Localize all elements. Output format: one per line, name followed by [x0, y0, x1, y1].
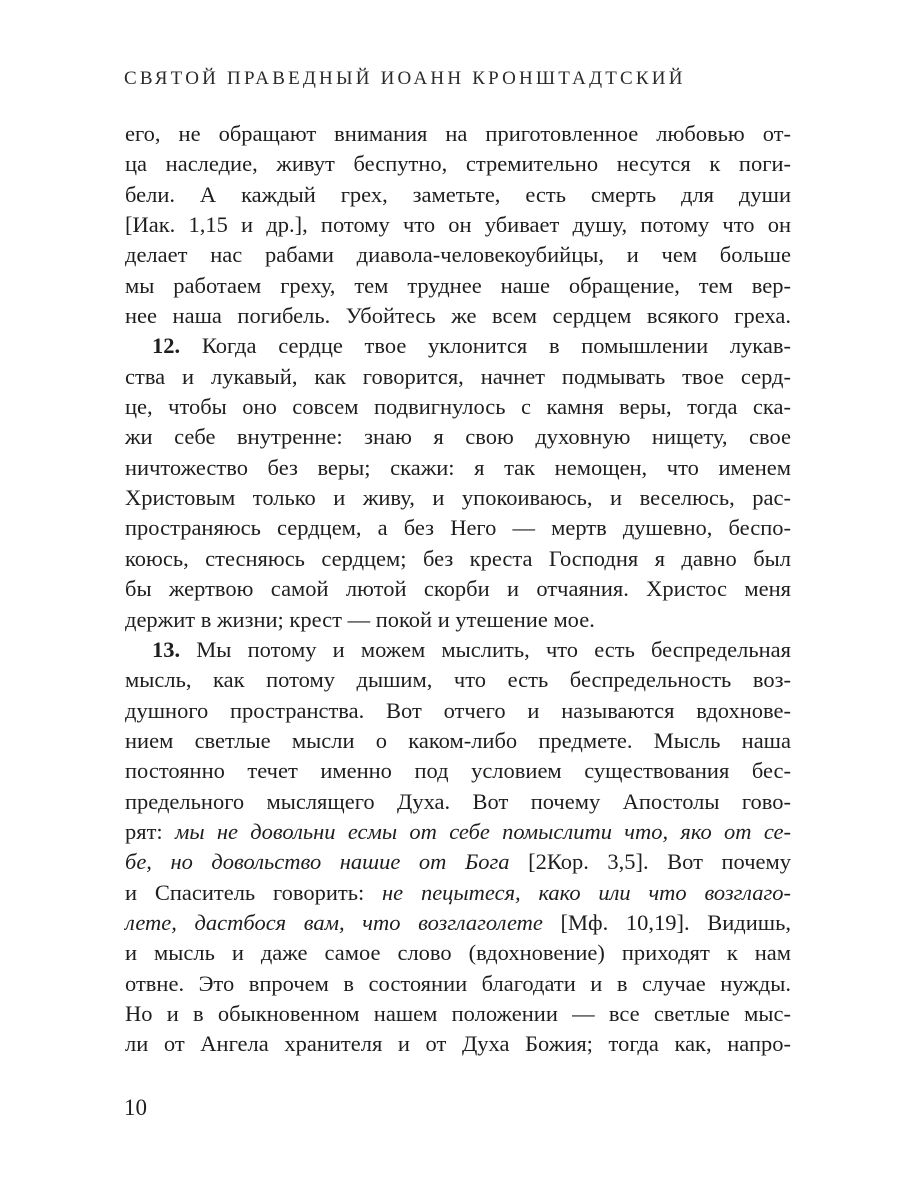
text-segment: Мы потому и можем мыслить, что есть беспредельная: [180, 636, 791, 662]
text-line: [125, 847, 791, 877]
text-line: [125, 210, 791, 240]
text-segment: пространяюсь сердцем, а без Него — мертв душевно, беспо-: [125, 515, 791, 541]
text-segment: предельного мыслящего Духа. Вот почему Апостолы гово-: [125, 788, 791, 814]
text-line: [125, 513, 791, 543]
text-segment: держит в жизни; крест — покой и утешение мое.: [125, 606, 595, 632]
text-segment: ничтожество без веры; скажи: я так немощен, что именем: [125, 454, 791, 480]
text-line: [125, 149, 791, 179]
text-segment: коюсь, стесняюсь сердцем; без креста Господня я давно был: [125, 545, 791, 571]
text-line: [125, 331, 791, 361]
text-line: [125, 817, 791, 847]
paragraph-number: 12.: [152, 333, 181, 359]
text-line: [125, 1029, 791, 1059]
text-segment: Христовым только и живу, и упокоиваюсь, и веселюсь, рас-: [125, 485, 791, 511]
text-line: [125, 422, 791, 452]
text-segment: ства и лукавый, как говорится, начнет подмывать твое серд-: [125, 363, 791, 389]
text-segment: [Мф. 10,19]. Видишь,: [542, 909, 791, 935]
text-segment: делает нас рабами диавола-человекоубийцы, и чем больше: [125, 242, 791, 268]
body-text: [125, 119, 791, 1060]
text-segment: душного пространства. Вот отчего и называются вдохнове-: [125, 697, 791, 723]
scripture-quote: не пецытеся, како или что возглаго-: [382, 879, 791, 905]
text-segment: рят:: [125, 818, 175, 844]
text-line: [125, 483, 791, 513]
text-segment: Когда сердце твое уклонится в помышлении лукав-: [180, 333, 791, 359]
text-segment: мы работаем греху, тем труднее наше обращение, тем вер-: [125, 272, 791, 298]
text-line: [125, 999, 791, 1029]
text-segment: бы жертвою самой лютой скорби и отчаяния. Христос меня: [125, 576, 791, 602]
text-segment: и Спаситель говорить:: [125, 879, 383, 905]
text-line: [125, 756, 791, 786]
text-segment: нее наша погибель. Убойтесь же всем сердцем всякого греха.: [125, 303, 791, 329]
text-segment: ца наследие, живут беспутно, стремительно несутся к поги-: [125, 151, 791, 177]
text-line: [125, 726, 791, 756]
scripture-quote: мы не довольни есмы от себе помыслити что, яко от се-: [174, 818, 791, 844]
text-line: [125, 574, 791, 604]
text-segment: его, не обращают внимания на приготовленное любовью от-: [125, 121, 791, 146]
text-segment: ли от Ангела хранителя и от Духа Божия; тогда как, напро-: [125, 1031, 791, 1057]
text-line: [125, 938, 791, 968]
text-line: [125, 544, 791, 574]
text-line: [125, 392, 791, 422]
page-number: 10: [124, 1095, 147, 1120]
text-line: [125, 180, 791, 210]
text-segment: це, чтобы оно совсем подвигнулось с камня веры, тогда ска-: [125, 394, 791, 420]
text-line: [125, 362, 791, 392]
text-line: [125, 605, 791, 635]
text-segment: Но и в обыкновенном нашем положении — все светлые мыс-: [125, 1000, 791, 1026]
text-line: [125, 665, 791, 695]
text-line: [125, 240, 791, 270]
running-head: СВЯТОЙ ПРАВЕДНЫЙ ИОАНН КРОНШТАДТСКИЙ: [124, 68, 686, 89]
text-segment: жи себе внутренне: знаю я свою духовную нищету, свое: [125, 424, 791, 450]
text-segment: [2Кор. 3,5]. Вот почему: [509, 849, 791, 875]
text-line: [125, 635, 791, 665]
text-line: [125, 271, 791, 301]
text-line: [125, 119, 791, 149]
text-line: [125, 301, 791, 331]
text-line: [125, 696, 791, 726]
text-segment: бели. А каждый грех, заметьте, есть смерть для души: [125, 181, 791, 207]
scripture-quote: лете, дастбося вам, что возглаголете: [125, 909, 543, 935]
text-line: [125, 969, 791, 999]
text-line: [125, 787, 791, 817]
text-segment: и мысль и даже самое слово (вдохновение) приходят к нам: [125, 940, 791, 966]
scripture-quote: бе, но довольство нашие от Бога: [125, 849, 510, 875]
paragraph-number: 13.: [152, 636, 181, 662]
text-segment: постоянно течет именно под условием существования бес-: [125, 758, 791, 784]
text-segment: [Иак. 1,15 и др.], потому что он убивает душу, потому что он: [125, 212, 791, 238]
text-segment: мысль, как потому дышим, что есть беспредельность воз-: [125, 667, 791, 693]
text-line: [125, 878, 791, 908]
text-line: [125, 453, 791, 483]
text-segment: отвне. Это впрочем в состоянии благодати и в случае нужды.: [125, 970, 791, 996]
text-segment: нием светлые мысли о каком-либо предмете. Мысль наша: [125, 727, 791, 753]
text-line: [125, 908, 791, 938]
